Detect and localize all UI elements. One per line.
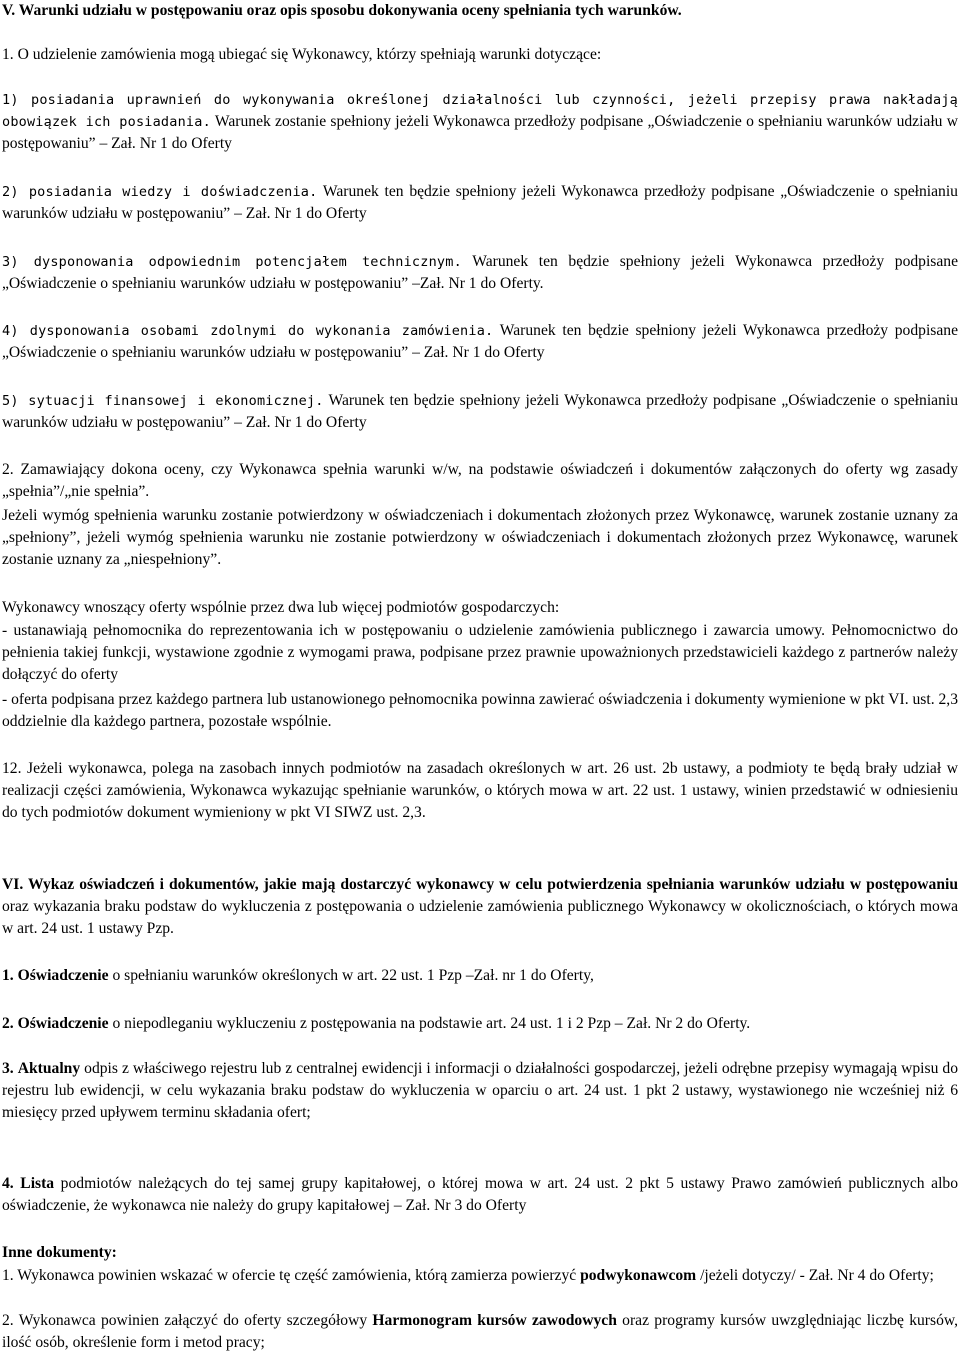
condition-rest: Warunek zostanie spełniony jeżeli Wykonawca przedłoży podpisane „Oświadczenie o spełnianiu warunków udziału w postępowaniu” – Zał. Nr 1 do Oferty: [2, 113, 958, 152]
condition-rest: Warunek ten będzie spełniony jeżeli Wykonawca przedłoży podpisane „Oświadczenie o spełnianiu warunków udziału w postępowaniu” –Zał. Nr 1 do Oferty.: [2, 253, 958, 292]
other-item-text: oraz programy kursów uwzględniając liczbę kursów, ilość osób, określenie form i metod pracy;: [2, 1312, 959, 1351]
doc-text: o niepodleganiu wykluczeniu z postępowania na podstawie art. 24 ust. 1 i 2 Pzp – Zał. Nr 2 do Oferty.: [108, 1015, 751, 1032]
doc-number: 2.: [2, 1015, 14, 1032]
assessment-paragraph: 2. Zamawiający dokona oceny, czy Wykonawca spełnia warunki w/w, na podstawie oświadczeń i dokumentów załączonych do oferty wg zasady „spełnia”/„nie spełnia”.: [2, 461, 958, 500]
section-heading: V. Warunki udziału w postępowaniu oraz opis sposobu dokonywania oceny spełniania tych warunków.: [2, 2, 682, 19]
doc-item-3: [2, 1058, 958, 1124]
doc-title: Oświadczenie: [17, 967, 109, 984]
condition-4: [2, 320, 958, 364]
condition-lead: 2) posiadania wiedzy i doświadczenia.: [2, 184, 318, 200]
other-item-text: 1. Wykonawca powinien wskazać w ofercie tę część zamówienia, którą zamierza powierzyć: [2, 1267, 581, 1284]
doc-title: Oświadczenie: [17, 1015, 109, 1032]
condition-lead: 5) sytuacji finansowej i ekonomicznej.: [2, 393, 324, 409]
doc-item-4: [2, 1173, 958, 1217]
paragraph-12: 12. Jeżeli wykonawca, polega na zasobach innych podmiotów na zasadach określonych w art. 26 ust. 2b ustawy, a podmioty te będą brały udział w realizacji części zamówienia, Wykonawca wykazując spełnianie warunków, o których mowa w art. 22 ust. 1 ustawy, winien przedstawić w odniesieniu do tych podmiotów dokument wymieniony w pkt VI SIWZ ust. 2,3.: [2, 760, 958, 821]
condition-5: [2, 390, 958, 434]
other-item-text: 2. Wykonawca powinien załączyć do oferty szczegółowy: [2, 1312, 373, 1329]
joint-offer-item-2: - oferta podpisana przez każdego partnera lub ustanowionego pełnomocnika powinna zawierać oświadczenia i dokumenty wymienione w pkt VI. ust. 2,3 oddzielnie dla każdego partnera, pozostałe wspólnie.: [2, 691, 958, 730]
doc-text: podmiotów należących do tej samej grupy kapitałowej, o której mowa w art. 24 ust. 2 pkt 5 ustawy Prawo zamówień publicznych albo oświadczenie, że wykonawca nie należy do grupy kapitałowej – Zał. Nr 3 do Oferty: [2, 1175, 959, 1214]
section-6-heading: VI. Wykaz oświadczeń i dokumentów, jakie mają dostarczyć wykonawcy w celu potwierdzenia spełniania warunków udziału w postępowaniu: [2, 876, 958, 893]
doc-text: odpis z właściwego rejestru lub z centralnej ewidencji i informacji o działalności gospodarczej, jeżeli odrębne przepisy wymagają wpisu do rejestru lub ewidencji, w celu wykazania braku podstaw do wykluczenia w oparciu o art. 24 ust. 1 pkt 2 ustawy, wystawionego nie wcześniej niż 6 miesięcy przed upływem terminu składania ofert;: [2, 1060, 958, 1121]
section-6-text: oraz wykazania braku podstaw do wykluczenia z postępowania o udzielenie zamówienia publicznego Wykonawcy w okolicznościach, o których mowa w art. 24 ust. 1 ustawy Pzp.: [2, 898, 958, 937]
condition-3: [2, 251, 958, 295]
joint-offer-intro: Wykonawcy wnoszący oferty wspólnie przez dwa lub więcej podmiotów gospodarczych:: [2, 599, 560, 616]
other-item-bold: podwykonawcom: [580, 1267, 697, 1284]
doc-number: 3.: [2, 1060, 14, 1077]
condition-1: [2, 89, 958, 155]
joint-offer-item-1: - ustanawiają pełnomocnika do reprezentowania ich w postępowaniu o udzielenie zamówienia publicznego i zawarcia umowy. Pełnomocnictwo do pełnienia takiej funkcji, wystawione zgodnie z wymogami prawa, podpisane przez prawnie upoważnionych przedstawicieli każdego z partnerów należy dołączyć do oferty: [2, 622, 958, 683]
doc-number: 4.: [2, 1175, 14, 1192]
condition-2: [2, 181, 958, 225]
condition-lead: 4) dysponowania osobami zdolnymi do wykonania zamówienia.: [2, 323, 494, 339]
other-item-bold: Harmonogram kursów zawodowych: [372, 1312, 617, 1329]
intro-paragraph: 1. O udzielenie zamówienia mogą ubiegać się Wykonawcy, którzy spełniają warunki dotyczące:: [2, 46, 602, 63]
other-item-2: [2, 1310, 958, 1354]
section-6-paragraph: [2, 874, 958, 940]
condition-lead: 3) dysponowania odpowiednim potencjałem technicznym.: [2, 254, 462, 270]
doc-text: o spełnianiu warunków określonych w art. 22 ust. 1 Pzp –Zał. nr 1 do Oferty,: [108, 967, 594, 984]
assessment-paragraph-2: Jeżeli wymóg spełnienia warunku zostanie potwierdzony w oświadczeniach i dokumentach złożonych przez Wykonawcę, warunek zostanie uznany za „spełniony”, jeżeli wymóg spełnienia warunku nie zostanie potwierdzony w oświadczeniach i dokumentach złożonych przez Wykonawcę, warunek zostanie uznany za „niespełniony”.: [2, 507, 958, 568]
other-item-1: [2, 1265, 958, 1287]
doc-title: Aktualny: [17, 1060, 81, 1077]
doc-title: Lista: [20, 1175, 55, 1192]
doc-item-1: [2, 965, 958, 987]
other-documents-title: Inne dokumenty:: [2, 1244, 117, 1261]
condition-lead: 1) posiadania uprawnień do wykonywania określonej działalności lub czynności, jeżeli przepisy prawa nakładają obowiązek ich posiadania.: [2, 92, 958, 130]
condition-rest: Warunek ten będzie spełniony jeżeli Wykonawca przedłoży podpisane „Oświadczenie o spełnianiu warunków udziału w postępowaniu” – Zał. Nr 1 do Oferty: [2, 322, 958, 361]
other-item-text: /jeżeli dotyczy/ - Zał. Nr 4 do Oferty;: [696, 1267, 934, 1284]
condition-rest: Warunek ten będzie spełniony jeżeli Wykonawca przedłoży podpisane „Oświadczenie o spełnianiu warunków udziału w postępowaniu” – Zał. Nr 1 do Oferty: [2, 183, 958, 222]
doc-item-2: [2, 1013, 958, 1035]
doc-number: 1.: [2, 967, 14, 984]
condition-rest: Warunek ten będzie spełniony jeżeli Wykonawca przedłoży podpisane „Oświadczenie o spełnianiu warunków udziału w postępowaniu” – Zał. Nr 1 do Oferty: [2, 392, 958, 431]
